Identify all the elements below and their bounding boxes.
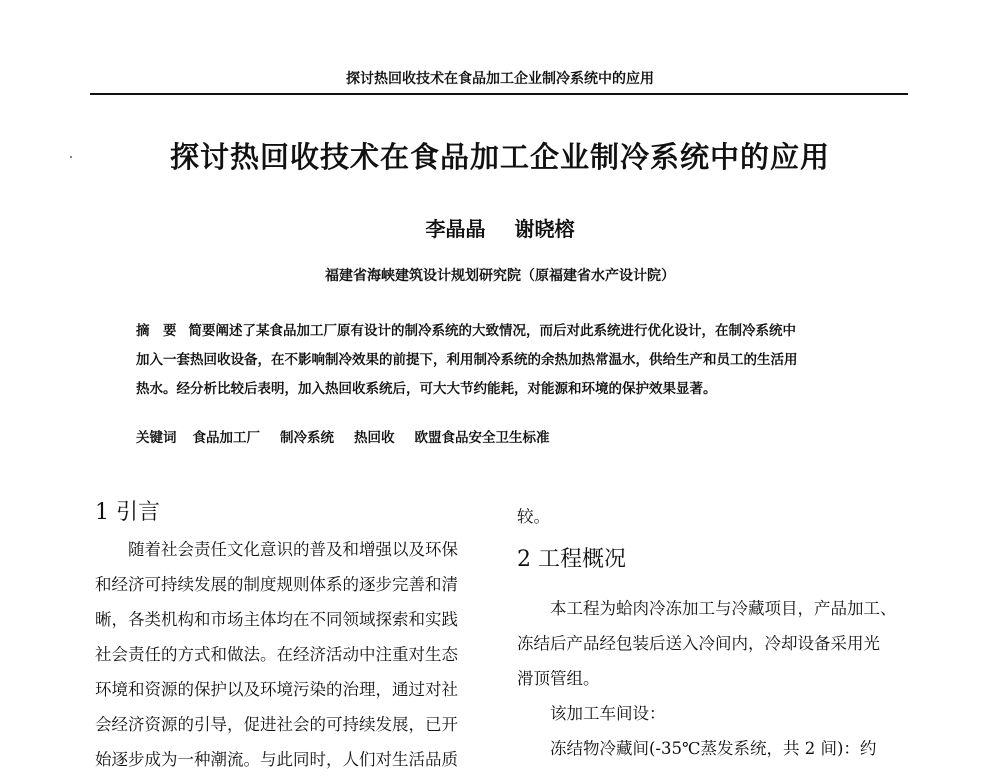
abstract-line: 简要阐述了某食品加工厂原有设计的制冷系统的大致情况，而后对此系统进行优化设计，在制冷系统中	[188, 323, 796, 339]
paragraph-line: 本工程为蛤肉冷冻加工与冷藏项目，产品加工、	[550, 599, 897, 618]
paragraph-line: 滑顶管组。	[517, 669, 600, 688]
section-introduction-body	[95, 532, 495, 777]
paragraph-line: 冻结后产品经包装后送入冷间内，冷却设备采用光	[517, 634, 880, 653]
keywords-label: 关键词	[136, 430, 177, 446]
paragraph-line: 随着社会责任文化意识的普及和增强以及环保	[128, 540, 458, 559]
paragraph-line: 和经济可持续发展的制度规则体系的逐步完善和清	[95, 575, 458, 594]
author-name: 李晶晶	[425, 217, 486, 241]
abstract	[136, 317, 876, 404]
keyword: 热回收	[354, 430, 395, 446]
paragraph-line: 冻结物冷藏间(-35℃蒸发系统，共 2 间)：约	[550, 739, 877, 758]
paragraph-line: 始逐步成为一种潮流。与此同时，人们对生活品质	[95, 750, 458, 769]
paragraph-line: 较。	[517, 507, 550, 526]
paragraph-line: 社会责任的方式和做法。在经济活动中注重对生态	[95, 645, 458, 664]
author-name: 谢晓榕	[514, 217, 575, 241]
carry-over-text	[517, 499, 917, 534]
abstract-label: 摘 要	[136, 323, 177, 339]
section-heading-project-overview: 2 工程概况	[517, 547, 626, 572]
section-project-overview-body	[517, 591, 917, 766]
paragraph-line: 该加工车间设：	[550, 704, 666, 723]
paragraph-line: 晰，各类机构和市场主体均在不同领域探索和实践	[95, 610, 458, 629]
paragraph-line: 会经济资源的引导，促进社会的可持续发展，已开	[95, 715, 458, 734]
article-title: 探讨热回收技术在食品加工企业制冷系统中的应用	[169, 140, 830, 174]
section-heading-introduction: 1 引言	[95, 500, 160, 525]
keywords	[136, 426, 876, 446]
keyword: 制冷系统	[280, 430, 334, 446]
paragraph-line: 环境和资源的保护以及环境污染的治理，通过对社	[95, 680, 458, 699]
abstract-line: 热水。经分析比较后表明，加入热回收系统后，可大大节约能耗，对能源和环境的保护效果显著。	[136, 381, 717, 397]
header-rule	[90, 93, 908, 95]
running-header: 探讨热回收技术在食品加工企业制冷系统中的应用	[346, 71, 654, 87]
affiliation: 福建省海峡建筑设计规划研究院（原福建省水产设计院）	[325, 268, 675, 284]
keyword: 食品加工厂	[192, 430, 260, 446]
keyword: 欧盟食品安全卫生标准	[414, 430, 550, 446]
author-list	[0, 213, 1000, 242]
abstract-line: 加入一套热回收设备，在不影响制冷效果的前提下，利用制冷系统的余热加热常温水，供给生产和员工的生活用	[136, 352, 798, 368]
